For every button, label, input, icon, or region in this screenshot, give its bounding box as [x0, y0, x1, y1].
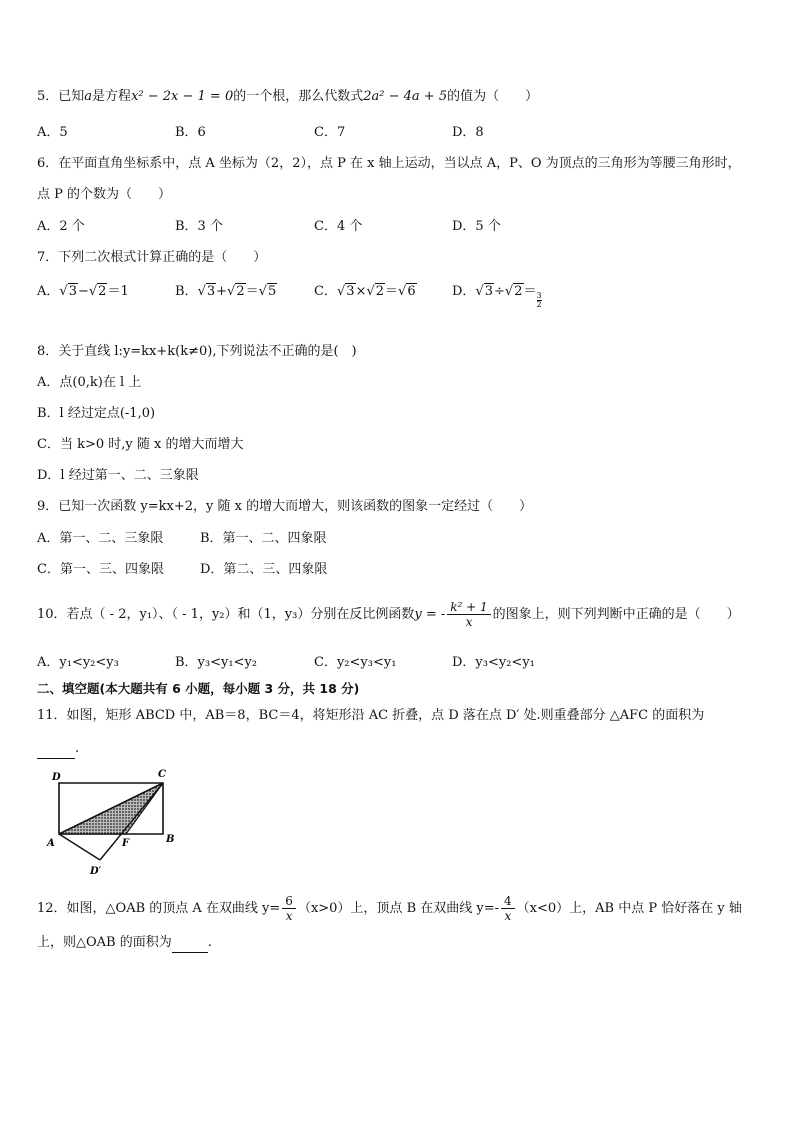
q9-stem: 9．已知一次函数 y=kx+2，y 随 x 的增大而增大，则该函数的图象一定经过（ ）	[37, 499, 533, 514]
q8-option-a: A．点(0,k)在 l 上	[37, 375, 142, 390]
q7-option-label: C．	[314, 284, 337, 299]
q5-text: 的值为（ ）	[447, 89, 539, 104]
radicand: 2	[375, 284, 385, 299]
q5-expression: 2a² − 4a + 5	[363, 89, 448, 104]
q10-text: 10．若点（ - 2，y₁）、（ - 1，y₂）和（1，y₃）分别在反比例函数	[37, 607, 415, 622]
q12-stem-line2	[37, 934, 212, 953]
fraction-denominator: x	[285, 909, 293, 923]
q12-text: 上，则△OAB 的面积为	[37, 935, 172, 950]
radicand: 2	[98, 284, 107, 299]
q12-fraction-1	[282, 894, 296, 923]
q9-option-d: D．第二、三、四象限	[200, 562, 328, 577]
q9-option-c: C．第一、三、四象限	[37, 562, 164, 577]
q12-text: （x<0）上，AB 中点 P 恰好落在 y 轴	[516, 901, 742, 916]
result: ＝1	[107, 284, 129, 299]
q12-text: （x>0）上，顶点 B 在双曲线 y=-	[297, 901, 500, 916]
q5-text: 的一个根，那么代数式	[233, 89, 364, 104]
period: .	[207, 935, 212, 950]
radicand: 3	[68, 284, 77, 299]
q5-option-d: D．8	[452, 125, 484, 140]
q5-var: a	[84, 89, 93, 104]
q7-option-label: D．	[452, 284, 476, 299]
fraction-denominator: 2	[536, 300, 542, 309]
q12-stem-line1	[37, 890, 742, 928]
fraction-numerator: k² + 1	[447, 600, 490, 615]
q5-option-a: A．5	[37, 125, 68, 140]
q10-fraction	[447, 600, 490, 629]
label-d: D	[52, 772, 61, 783]
label-f: F	[122, 838, 130, 849]
answer-blank[interactable]	[37, 740, 75, 759]
small-fraction	[537, 292, 542, 309]
q10-option-c: C．y₂<y₃<y₁	[314, 655, 397, 670]
label-a: A	[47, 838, 55, 849]
q7-stem: 7．下列二次根式计算正确的是（ ）	[37, 250, 267, 265]
q6-stem-line1: 6．在平面直角坐标系中，点 A 坐标为（2，2），点 P 在 x 轴上运动，当以点 A，P、O 为顶点的三角形为等腰三角形时，	[37, 156, 741, 171]
q5-stem	[37, 88, 538, 106]
q8-stem: 8．关于直线 l:y=kx+k(k≠0),下列说法不正确的是( )	[37, 344, 357, 359]
fraction-numerator: 3	[536, 291, 542, 300]
radicand: 3	[484, 284, 494, 299]
equals: ＝	[385, 284, 399, 299]
equals: ＝	[245, 284, 259, 299]
q12-text: 12．如图，△OAB 的顶点 A 在双曲线 y=	[37, 901, 281, 916]
fraction-denominator: x	[465, 615, 473, 629]
q5-text: 是方程	[92, 89, 132, 104]
radicand: 6	[407, 284, 416, 299]
operator: ×	[355, 284, 367, 299]
q7-option-label: A．	[37, 284, 60, 299]
q10-function: y = -	[414, 607, 446, 622]
label-b: B	[166, 834, 175, 845]
q6-stem-line2: 点 P 的个数为（ ）	[37, 187, 172, 202]
q6-option-c: C．4 个	[314, 219, 363, 234]
q9-option-b: B．第一、二、四象限	[200, 531, 327, 546]
q10-option-b: B．y₃<y₁<y₂	[175, 655, 258, 670]
operator: −	[77, 284, 89, 299]
q6-option-a: A．2 个	[37, 219, 85, 234]
segment-ad-prime	[59, 834, 100, 860]
q10-text: 的图象上，则下列判断中正确的是（ ）	[492, 607, 740, 622]
q10-stem	[37, 598, 740, 632]
operator: +	[216, 284, 228, 299]
q8-option-c: C．当 k>0 时,y 随 x 的增大而增大	[37, 437, 244, 452]
equals: ＝	[523, 284, 537, 299]
q8-option-b: B．l 经过定点(-1,0)	[37, 406, 156, 421]
q5-option-b: B．6	[175, 125, 206, 140]
q7-option-c: C．√3×√2＝√6	[314, 284, 416, 299]
label-c: C	[158, 769, 166, 780]
section-heading: 二、填空题(本大题共有 6 小题，每小题 3 分，共 18 分)	[37, 681, 360, 696]
q6-option-d: D．5 个	[452, 219, 501, 234]
q7-option-a: A．√3−√2＝1	[37, 284, 129, 299]
q5-equation: x² − 2x − 1 = 0	[131, 89, 234, 104]
q5-option-c: C．7	[314, 125, 346, 140]
q6-option-b: B．3 个	[175, 219, 223, 234]
fraction-numerator: 6	[282, 894, 296, 909]
q11-stem-line2	[37, 740, 79, 759]
q11-stem-line1: 11．如图，矩形 ABCD 中，AB＝8，BC＝4，将矩形沿 AC 折叠，点 D 落在点 D′ 处.则重叠部分 △AFC 的面积为	[37, 708, 705, 723]
q11-figure	[44, 766, 184, 878]
radicand: 3	[206, 284, 216, 299]
period: .	[75, 741, 80, 756]
answer-blank[interactable]	[172, 934, 208, 953]
operator: ÷	[494, 284, 505, 299]
q8-option-d: D．l 经过第一、二、三象限	[37, 468, 199, 483]
q7-option-label: B．	[175, 284, 198, 299]
q7-option-d: D．√3÷√2＝ $\frac{3}{2}$	[452, 284, 542, 309]
fraction-numerator: 4	[501, 894, 515, 909]
fraction-denominator: x	[504, 909, 512, 923]
radicand: 2	[236, 284, 245, 299]
label-d-prime: D′	[90, 866, 102, 877]
q10-option-a: A．y₁<y₂<y₃	[37, 655, 119, 670]
q9-option-a: A．第一、二、三象限	[37, 531, 164, 546]
q7-option-b: B．√3+√2＝√5	[175, 284, 277, 299]
radicand: 5	[267, 284, 277, 299]
radicand: 3	[346, 284, 355, 299]
q10-option-d: D．y₃<y₂<y₁	[452, 655, 535, 670]
q5-text: 5．已知	[37, 89, 85, 104]
q12-fraction-2	[501, 894, 515, 923]
radicand: 2	[514, 284, 523, 299]
